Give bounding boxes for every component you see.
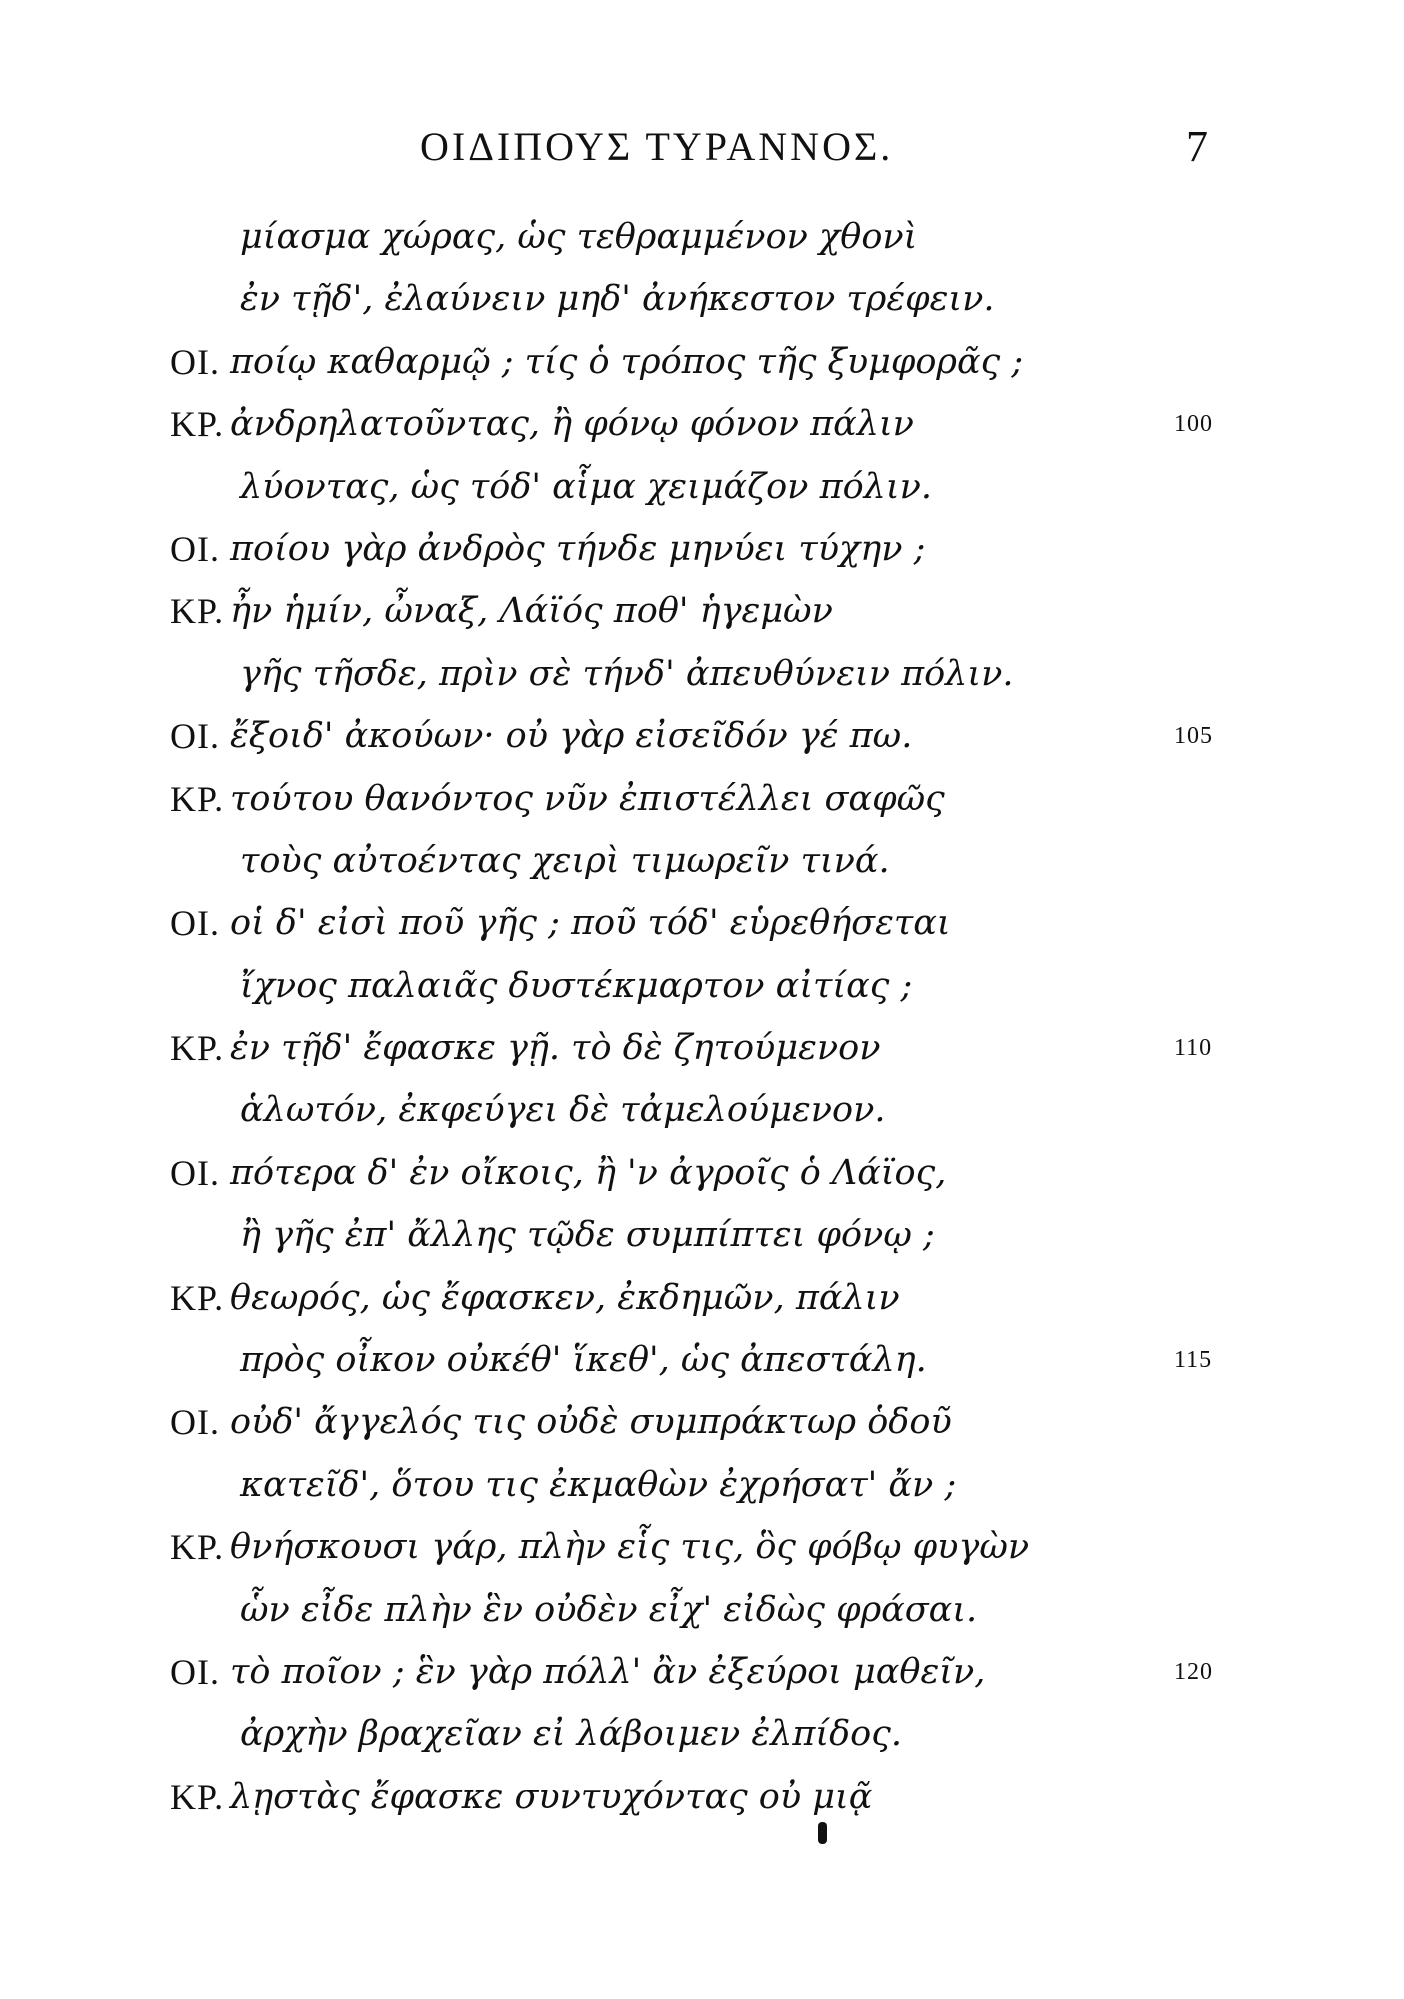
page-title: ΟΙΔΙΠΟΥΣ ΤΥΡΑΝΝΟΣ.	[420, 124, 894, 169]
verse-line	[170, 1267, 1270, 1329]
verse-line	[170, 768, 1270, 830]
verse-text: ποίῳ καθαρμῷ ; τίς ὁ τρόπος τῆς ξυμφορᾶς ;	[230, 341, 1024, 382]
verse-line	[170, 705, 1270, 767]
verse-text: λῃστὰς ἔφασκε συντυχόντας οὐ μιᾷ	[230, 1776, 873, 1817]
verse-line	[170, 1516, 1270, 1578]
verse-text: γῆς τῆσδε, πρὶν σὲ τήνδ' ἀπευθύνειν πόλιν.	[240, 653, 1014, 694]
verse-text: ἢ γῆς ἐπ' ἄλλης τῷδε συμπίπτει φόνῳ ;	[240, 1215, 935, 1256]
verse-line	[170, 1079, 1270, 1141]
verse-text: θνήσκουσι γάρ, πλὴν εἷς τις, ὃς φόβῳ φυγὼν	[230, 1527, 1030, 1568]
speaker-label: ΚΡ.	[170, 1277, 225, 1318]
verse-line	[170, 268, 1270, 330]
verse-text: ἔξοιδ' ἀκούων· οὐ γὰρ εἰσεῖδόν γέ πω.	[230, 716, 913, 757]
verse-line	[170, 1329, 1270, 1391]
verse-line	[170, 1204, 1270, 1266]
verse-text: τὸ ποῖον ; ἓν γὰρ πόλλ' ἂν ἐξεύροι μαθεῖν,	[230, 1651, 986, 1692]
speaker-label: ΟΙ.	[170, 903, 220, 944]
speaker-label: ΚΡ.	[170, 591, 225, 632]
line-number: 105	[1174, 723, 1213, 750]
verse-line	[170, 580, 1270, 642]
verse-text: πότερα δ' ἐν οἴκοις, ἢ 'ν ἀγροῖς ὁ Λάϊος,	[230, 1152, 947, 1193]
verse-text: ποίου γὰρ ἀνδρὸς τήνδε μηνύει τύχην ;	[230, 528, 926, 569]
verse-text: μίασμα χώρας, ὡς τεθραμμένον χθονὶ	[240, 217, 918, 257]
verse-line	[170, 393, 1270, 455]
verse-line	[170, 1142, 1270, 1204]
speaker-label: ΚΡ.	[170, 778, 225, 819]
footer-ink-mark	[818, 1822, 827, 1844]
line-number: 120	[1174, 1658, 1213, 1685]
speaker-label: ΚΡ.	[170, 1776, 225, 1817]
line-number: 100	[1174, 411, 1213, 438]
verse-text: ἀνδρηλατοῦντας, ἢ φόνῳ φόνον πάλιν	[230, 404, 914, 445]
page-number: 7	[1186, 122, 1208, 171]
verse-line	[170, 206, 1270, 268]
verse-text: οἱ δ' εἰσὶ ποῦ γῆς ; ποῦ τόδ' εὑρεθήσεται	[230, 903, 951, 944]
verse-line	[170, 955, 1270, 1017]
speaker-label: ΟΙ.	[170, 341, 220, 382]
line-number: 115	[1174, 1347, 1213, 1374]
verse-text: ἴχνος παλαιᾶς δυστέκμαρτον αἰτίας ;	[240, 965, 913, 1006]
speaker-label: ΟΙ.	[170, 716, 220, 757]
verse-block	[170, 206, 1270, 1828]
verse-text: τούτου θανόντος νῦν ἐπιστέλλει σαφῶς	[230, 778, 945, 819]
verse-line	[170, 1766, 1270, 1828]
verse-text: κατεῖδ', ὅτου τις ἐκμαθὼν ἐχρήσατ' ἄν ;	[240, 1464, 957, 1505]
verse-text: ἐν τῇδ', ἐλαύνειν μηδ' ἀνήκεστον τρέφειν.	[240, 279, 995, 320]
verse-text: πρὸς οἶκον οὐκέθ' ἵκεθ', ὡς ἀπεστάλη.	[240, 1340, 927, 1381]
verse-line	[170, 1391, 1270, 1453]
verse-line	[170, 1641, 1270, 1703]
verse-line	[170, 518, 1270, 580]
running-head	[0, 122, 1404, 172]
verse-line	[170, 1703, 1270, 1765]
verse-line	[170, 331, 1270, 393]
verse-line	[170, 643, 1270, 705]
verse-text: ὧν εἶδε πλὴν ἓν οὐδὲν εἶχ' εἰδὼς φράσαι.	[240, 1589, 978, 1630]
verse-line	[170, 830, 1270, 892]
verse-text: ἐν τῇδ' ἔφασκε γῇ. τὸ δὲ ζητούμενον	[230, 1028, 881, 1069]
verse-line	[170, 1579, 1270, 1641]
speaker-label: ΟΙ.	[170, 1402, 220, 1443]
speaker-label: ΚΡ.	[170, 1028, 225, 1069]
verse-line	[170, 892, 1270, 954]
verse-text: ἁλωτόν, ἐκφεύγει δὲ τἀμελούμενον.	[240, 1090, 886, 1131]
verse-line	[170, 456, 1270, 518]
verse-text: θεωρός, ὡς ἔφασκεν, ἐκδημῶν, πάλιν	[230, 1277, 900, 1318]
verse-line	[170, 1017, 1270, 1079]
verse-text: οὐδ' ἄγγελός τις οὐδὲ συμπράκτωρ ὁδοῦ	[230, 1402, 952, 1443]
verse-text: ἦν ἡμίν, ὦναξ, Λάϊός ποθ' ἡγεμὼν	[230, 591, 833, 632]
speaker-label: ΟΙ.	[170, 528, 220, 569]
verse-text: ἀρχὴν βραχεῖαν εἰ λάβοιμεν ἐλπίδος.	[240, 1714, 902, 1755]
speaker-label: ΚΡ.	[170, 1527, 225, 1568]
speaker-label: ΟΙ.	[170, 1651, 220, 1692]
speaker-label: ΟΙ.	[170, 1152, 220, 1193]
verse-line	[170, 1454, 1270, 1516]
speaker-label: ΚΡ.	[170, 404, 225, 445]
verse-text: λύοντας, ὡς τόδ' αἷμα χειμάζον πόλιν.	[240, 466, 932, 507]
line-number: 110	[1174, 1035, 1213, 1062]
verse-text: τοὺς αὐτοέντας χειρὶ τιμωρεῖν τινά.	[240, 840, 890, 881]
